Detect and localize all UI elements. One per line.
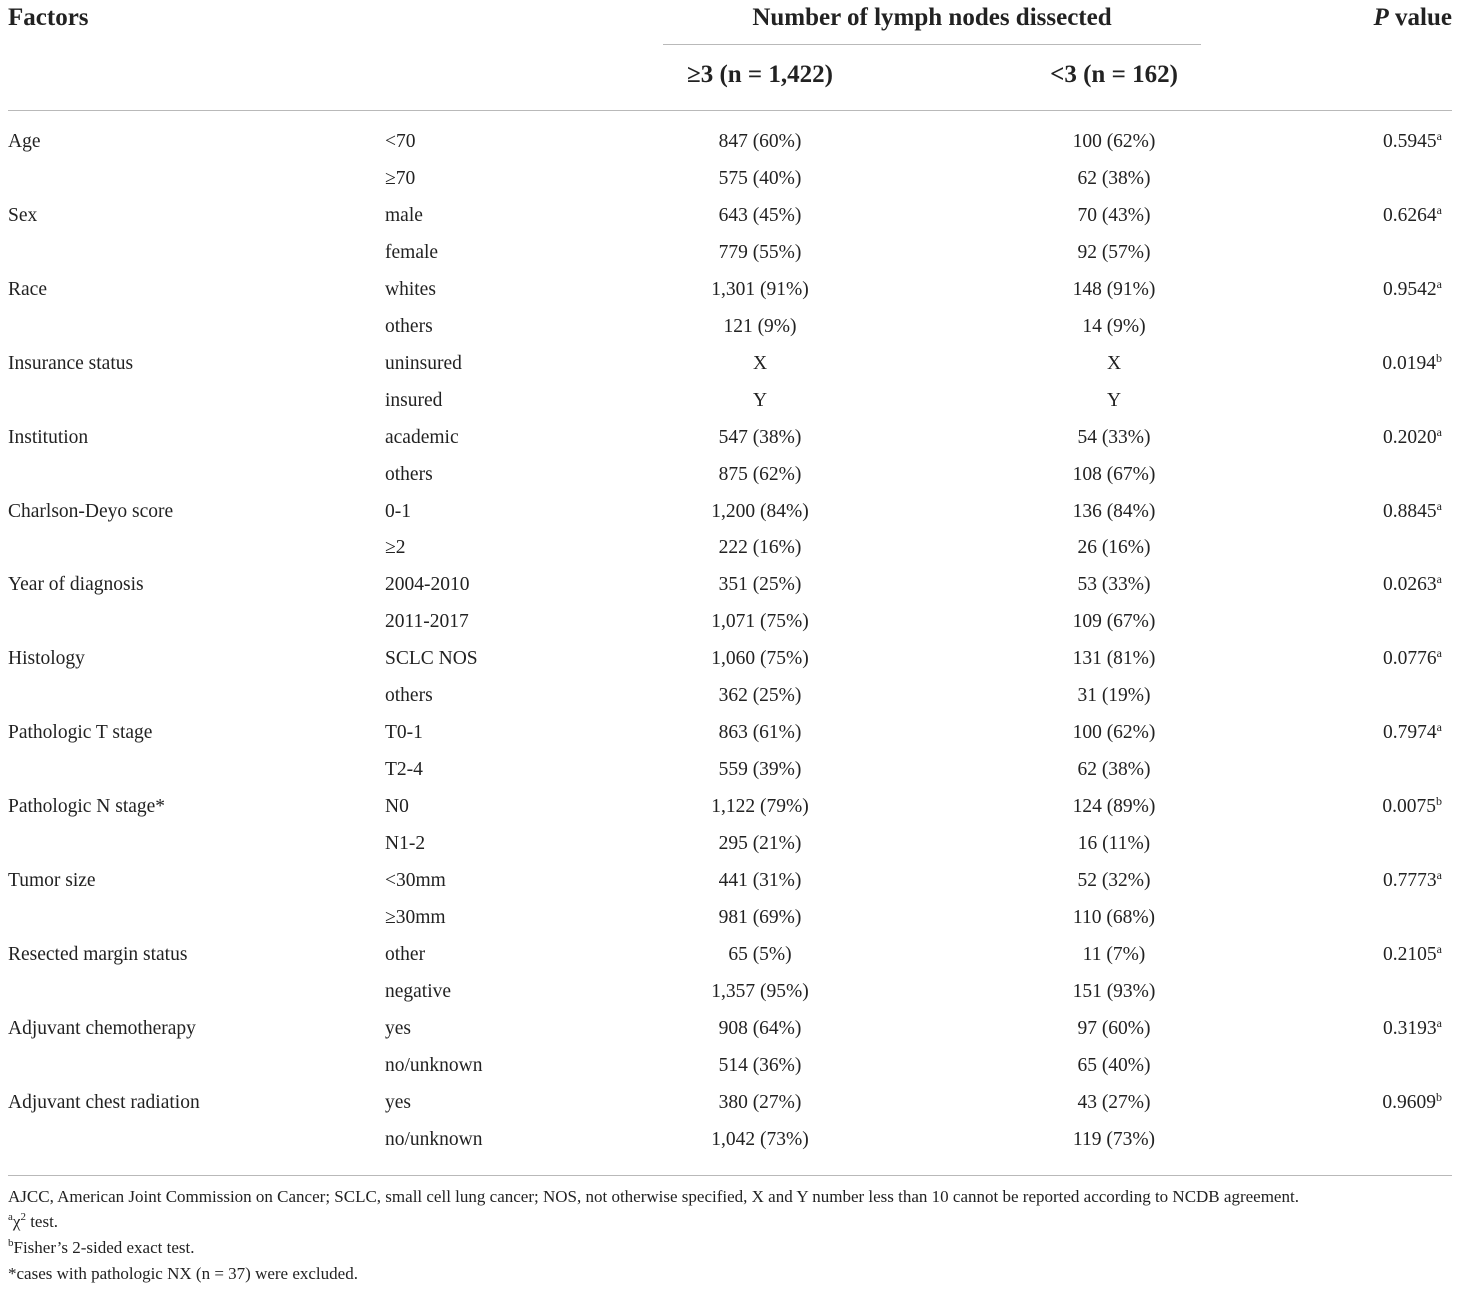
cell-lt3: 14 (9%) bbox=[1082, 316, 1146, 337]
row-level: male bbox=[385, 205, 423, 226]
row-level: others bbox=[385, 316, 433, 337]
p-value-test-mark: a bbox=[1436, 1016, 1442, 1030]
row-factor: Resected margin status bbox=[8, 944, 188, 965]
footnote-star bbox=[8, 1264, 358, 1284]
row-factor: Age bbox=[8, 131, 41, 152]
cell-ge3: 575 (40%) bbox=[718, 168, 802, 189]
footnote-b bbox=[8, 1238, 194, 1258]
row-level: others bbox=[385, 685, 433, 706]
cell-lt3: 108 (67%) bbox=[1072, 464, 1156, 485]
footnote-b-mark: b bbox=[8, 1237, 14, 1249]
cell-lt3: 97 (60%) bbox=[1077, 1018, 1151, 1039]
footnote-a-sup2: 2 bbox=[20, 1211, 26, 1223]
row-level: uninsured bbox=[385, 353, 462, 374]
cell-ge3: 981 (69%) bbox=[718, 907, 802, 928]
cell-ge3: 559 (39%) bbox=[718, 759, 802, 780]
cell-lt3: 136 (84%) bbox=[1072, 501, 1156, 522]
cell-p-value bbox=[1383, 501, 1442, 523]
p-value-test-mark: a bbox=[1436, 646, 1442, 660]
cell-ge3: 295 (21%) bbox=[718, 833, 802, 854]
row-level: T0-1 bbox=[385, 722, 423, 743]
cell-ge3: 1,357 (95%) bbox=[711, 981, 809, 1002]
row-level: 0-1 bbox=[385, 501, 411, 522]
p-value-number: 0.5945 bbox=[1383, 131, 1437, 152]
cell-lt3: 151 (93%) bbox=[1072, 981, 1156, 1002]
p-value-number: 0.9609 bbox=[1382, 1092, 1436, 1113]
cell-lt3: 109 (67%) bbox=[1072, 611, 1156, 632]
footnote-a-mark: a bbox=[8, 1211, 13, 1223]
cell-p-value bbox=[1383, 648, 1442, 670]
cell-ge3: 1,042 (73%) bbox=[711, 1129, 809, 1150]
cell-p-value bbox=[1383, 574, 1442, 596]
cell-lt3: 62 (38%) bbox=[1077, 759, 1151, 780]
row-level: ≥2 bbox=[385, 537, 406, 558]
group-underline bbox=[663, 44, 1201, 45]
footnote-star-text: cases with pathologic NX (n = 37) were excluded. bbox=[16, 1264, 358, 1283]
row-level: <70 bbox=[385, 131, 416, 152]
row-factor: Histology bbox=[8, 648, 85, 669]
p-value-number: 0.0194 bbox=[1382, 353, 1436, 374]
header-group-title: Number of lymph nodes dissected bbox=[752, 4, 1112, 31]
cell-ge3: 875 (62%) bbox=[718, 464, 802, 485]
row-factor: Charlson-Deyo score bbox=[8, 501, 174, 522]
row-factor: Pathologic T stage bbox=[8, 722, 153, 743]
p-value-test-mark: b bbox=[1436, 351, 1442, 365]
cell-p-value bbox=[1383, 131, 1442, 153]
p-value-number: 0.7773 bbox=[1383, 870, 1437, 891]
cell-lt3: 124 (89%) bbox=[1072, 796, 1156, 817]
row-level: T2-4 bbox=[385, 759, 423, 780]
row-level: N1-2 bbox=[385, 833, 426, 854]
p-value-number: 0.0776 bbox=[1383, 648, 1437, 669]
row-level: others bbox=[385, 464, 433, 485]
footnote-a-chi: χ bbox=[12, 1212, 21, 1231]
cell-p-value bbox=[1383, 205, 1442, 227]
header-col-lt3: <3 (n = 162) bbox=[1050, 61, 1178, 88]
cell-p-value bbox=[1383, 427, 1442, 449]
p-value-number: 0.9542 bbox=[1383, 279, 1437, 300]
p-value-test-mark: a bbox=[1436, 499, 1442, 513]
row-level: yes bbox=[385, 1018, 411, 1039]
p-value-test-mark: a bbox=[1436, 203, 1442, 217]
p-value-number: 0.3193 bbox=[1383, 1018, 1437, 1039]
cell-ge3: 1,200 (84%) bbox=[711, 501, 809, 522]
cell-lt3: 70 (43%) bbox=[1077, 205, 1151, 226]
p-value-number: 0.8845 bbox=[1383, 501, 1437, 522]
p-value-test-mark: a bbox=[1436, 572, 1442, 586]
p-value-test-mark: a bbox=[1436, 425, 1442, 439]
cell-ge3: 863 (61%) bbox=[718, 722, 802, 743]
cell-lt3: 31 (19%) bbox=[1077, 685, 1151, 706]
row-level: academic bbox=[385, 427, 459, 448]
cell-ge3: 1,060 (75%) bbox=[711, 648, 809, 669]
p-value-test-mark: a bbox=[1436, 868, 1442, 882]
cell-lt3: 92 (57%) bbox=[1077, 242, 1151, 263]
cell-ge3: 121 (9%) bbox=[723, 316, 797, 337]
cell-p-value bbox=[1383, 944, 1442, 966]
table-bottom-rule bbox=[8, 1175, 1452, 1176]
cell-p-value bbox=[1383, 279, 1442, 301]
p-value-number: 0.0075 bbox=[1382, 796, 1436, 817]
cell-ge3: 847 (60%) bbox=[718, 131, 802, 152]
p-value-number: 0.6264 bbox=[1383, 205, 1437, 226]
row-factor: Adjuvant chemotherapy bbox=[8, 1018, 196, 1039]
cell-ge3: Y bbox=[752, 390, 768, 411]
p-value-test-mark: a bbox=[1436, 129, 1442, 143]
row-factor: Pathologic N stage* bbox=[8, 796, 166, 817]
cell-lt3: Y bbox=[1106, 390, 1122, 411]
row-level: female bbox=[385, 242, 439, 263]
row-level: 2004-2010 bbox=[385, 574, 470, 595]
cell-p-value bbox=[1383, 722, 1442, 744]
header-p-italic: P bbox=[1373, 4, 1389, 31]
row-factor: Adjuvant chest radiation bbox=[8, 1092, 200, 1113]
cell-ge3: 1,071 (75%) bbox=[711, 611, 809, 632]
p-value-test-mark: a bbox=[1436, 277, 1442, 291]
cell-ge3: 441 (31%) bbox=[718, 870, 802, 891]
row-level: whites bbox=[385, 279, 436, 300]
row-level: N0 bbox=[385, 796, 409, 817]
cell-ge3: 547 (38%) bbox=[718, 427, 802, 448]
cell-p-value bbox=[1383, 1018, 1442, 1040]
header-factors: Factors bbox=[8, 4, 89, 31]
cell-lt3: 26 (16%) bbox=[1077, 537, 1151, 558]
row-level: yes bbox=[385, 1092, 411, 1113]
cell-ge3: 351 (25%) bbox=[718, 574, 802, 595]
p-value-test-mark: a bbox=[1436, 720, 1442, 734]
row-level: SCLC NOS bbox=[385, 648, 478, 669]
cell-ge3: 65 (5%) bbox=[728, 944, 792, 965]
cell-lt3: 54 (33%) bbox=[1077, 427, 1151, 448]
cell-lt3: 53 (33%) bbox=[1077, 574, 1151, 595]
row-level: no/unknown bbox=[385, 1055, 483, 1076]
p-value-number: 0.0263 bbox=[1383, 574, 1437, 595]
p-value-number: 0.7974 bbox=[1383, 722, 1437, 743]
cell-lt3: 119 (73%) bbox=[1072, 1129, 1156, 1150]
cell-p-value bbox=[1382, 796, 1442, 818]
cell-ge3: 779 (55%) bbox=[718, 242, 802, 263]
row-level: ≥30mm bbox=[385, 907, 446, 928]
p-value-test-mark: a bbox=[1436, 942, 1442, 956]
footnote-star-mark: * bbox=[8, 1264, 17, 1283]
cell-ge3: 1,301 (91%) bbox=[711, 279, 809, 300]
cell-lt3: 148 (91%) bbox=[1072, 279, 1156, 300]
row-level: negative bbox=[385, 981, 452, 1002]
row-factor: Institution bbox=[8, 427, 89, 448]
row-level: ≥70 bbox=[385, 168, 416, 189]
row-factor: Tumor size bbox=[8, 870, 96, 891]
cell-lt3: 131 (81%) bbox=[1072, 648, 1156, 669]
header-p-rest: value bbox=[1388, 4, 1452, 31]
row-factor: Insurance status bbox=[8, 353, 134, 374]
row-factor: Year of diagnosis bbox=[8, 574, 144, 595]
cell-lt3: 52 (32%) bbox=[1077, 870, 1151, 891]
cell-lt3: 100 (62%) bbox=[1072, 131, 1156, 152]
cell-lt3: 110 (68%) bbox=[1072, 907, 1156, 928]
cell-p-value bbox=[1382, 353, 1442, 375]
cell-lt3: 16 (11%) bbox=[1077, 833, 1151, 854]
header-p-value bbox=[1374, 4, 1452, 32]
row-level: no/unknown bbox=[385, 1129, 483, 1150]
row-level: insured bbox=[385, 390, 443, 411]
footnote-a bbox=[8, 1212, 58, 1232]
p-value-number: 0.2105 bbox=[1383, 944, 1437, 965]
cell-ge3: X bbox=[752, 353, 768, 374]
cell-lt3: 43 (27%) bbox=[1077, 1092, 1151, 1113]
cell-ge3: 1,122 (79%) bbox=[711, 796, 809, 817]
row-level: 2011-2017 bbox=[385, 611, 469, 632]
header-bottom-rule bbox=[8, 110, 1452, 111]
cell-lt3: X bbox=[1106, 353, 1122, 374]
row-factor: Race bbox=[8, 279, 47, 300]
p-value-number: 0.2020 bbox=[1383, 427, 1437, 448]
cell-ge3: 380 (27%) bbox=[718, 1092, 802, 1113]
footnote-b-text: Fisher’s 2-sided exact test. bbox=[13, 1238, 195, 1257]
header-col-ge3: ≥3 (n = 1,422) bbox=[686, 61, 834, 88]
row-level: other bbox=[385, 944, 426, 965]
cell-p-value bbox=[1382, 1092, 1442, 1114]
row-level: <30mm bbox=[385, 870, 446, 891]
row-factor: Sex bbox=[8, 205, 38, 226]
cell-ge3: 222 (16%) bbox=[718, 537, 802, 558]
cell-lt3: 62 (38%) bbox=[1077, 168, 1151, 189]
cell-ge3: 908 (64%) bbox=[718, 1018, 802, 1039]
cell-ge3: 362 (25%) bbox=[718, 685, 802, 706]
p-value-test-mark: b bbox=[1436, 1090, 1442, 1104]
cell-ge3: 514 (36%) bbox=[718, 1055, 802, 1076]
cell-lt3: 100 (62%) bbox=[1072, 722, 1156, 743]
cell-ge3: 643 (45%) bbox=[718, 205, 802, 226]
footnote-abbreviations: AJCC, American Joint Commission on Cancer; SCLC, small cell lung cancer; NOS, not otherwise specified, X and Y number less than 10 cannot be reported according to NCDB agreement. bbox=[8, 1187, 1299, 1206]
cell-lt3: 11 (7%) bbox=[1082, 944, 1146, 965]
cell-p-value bbox=[1383, 870, 1442, 892]
footnote-a-rest: test. bbox=[25, 1212, 59, 1231]
cell-lt3: 65 (40%) bbox=[1077, 1055, 1151, 1076]
p-value-test-mark: b bbox=[1436, 794, 1442, 808]
